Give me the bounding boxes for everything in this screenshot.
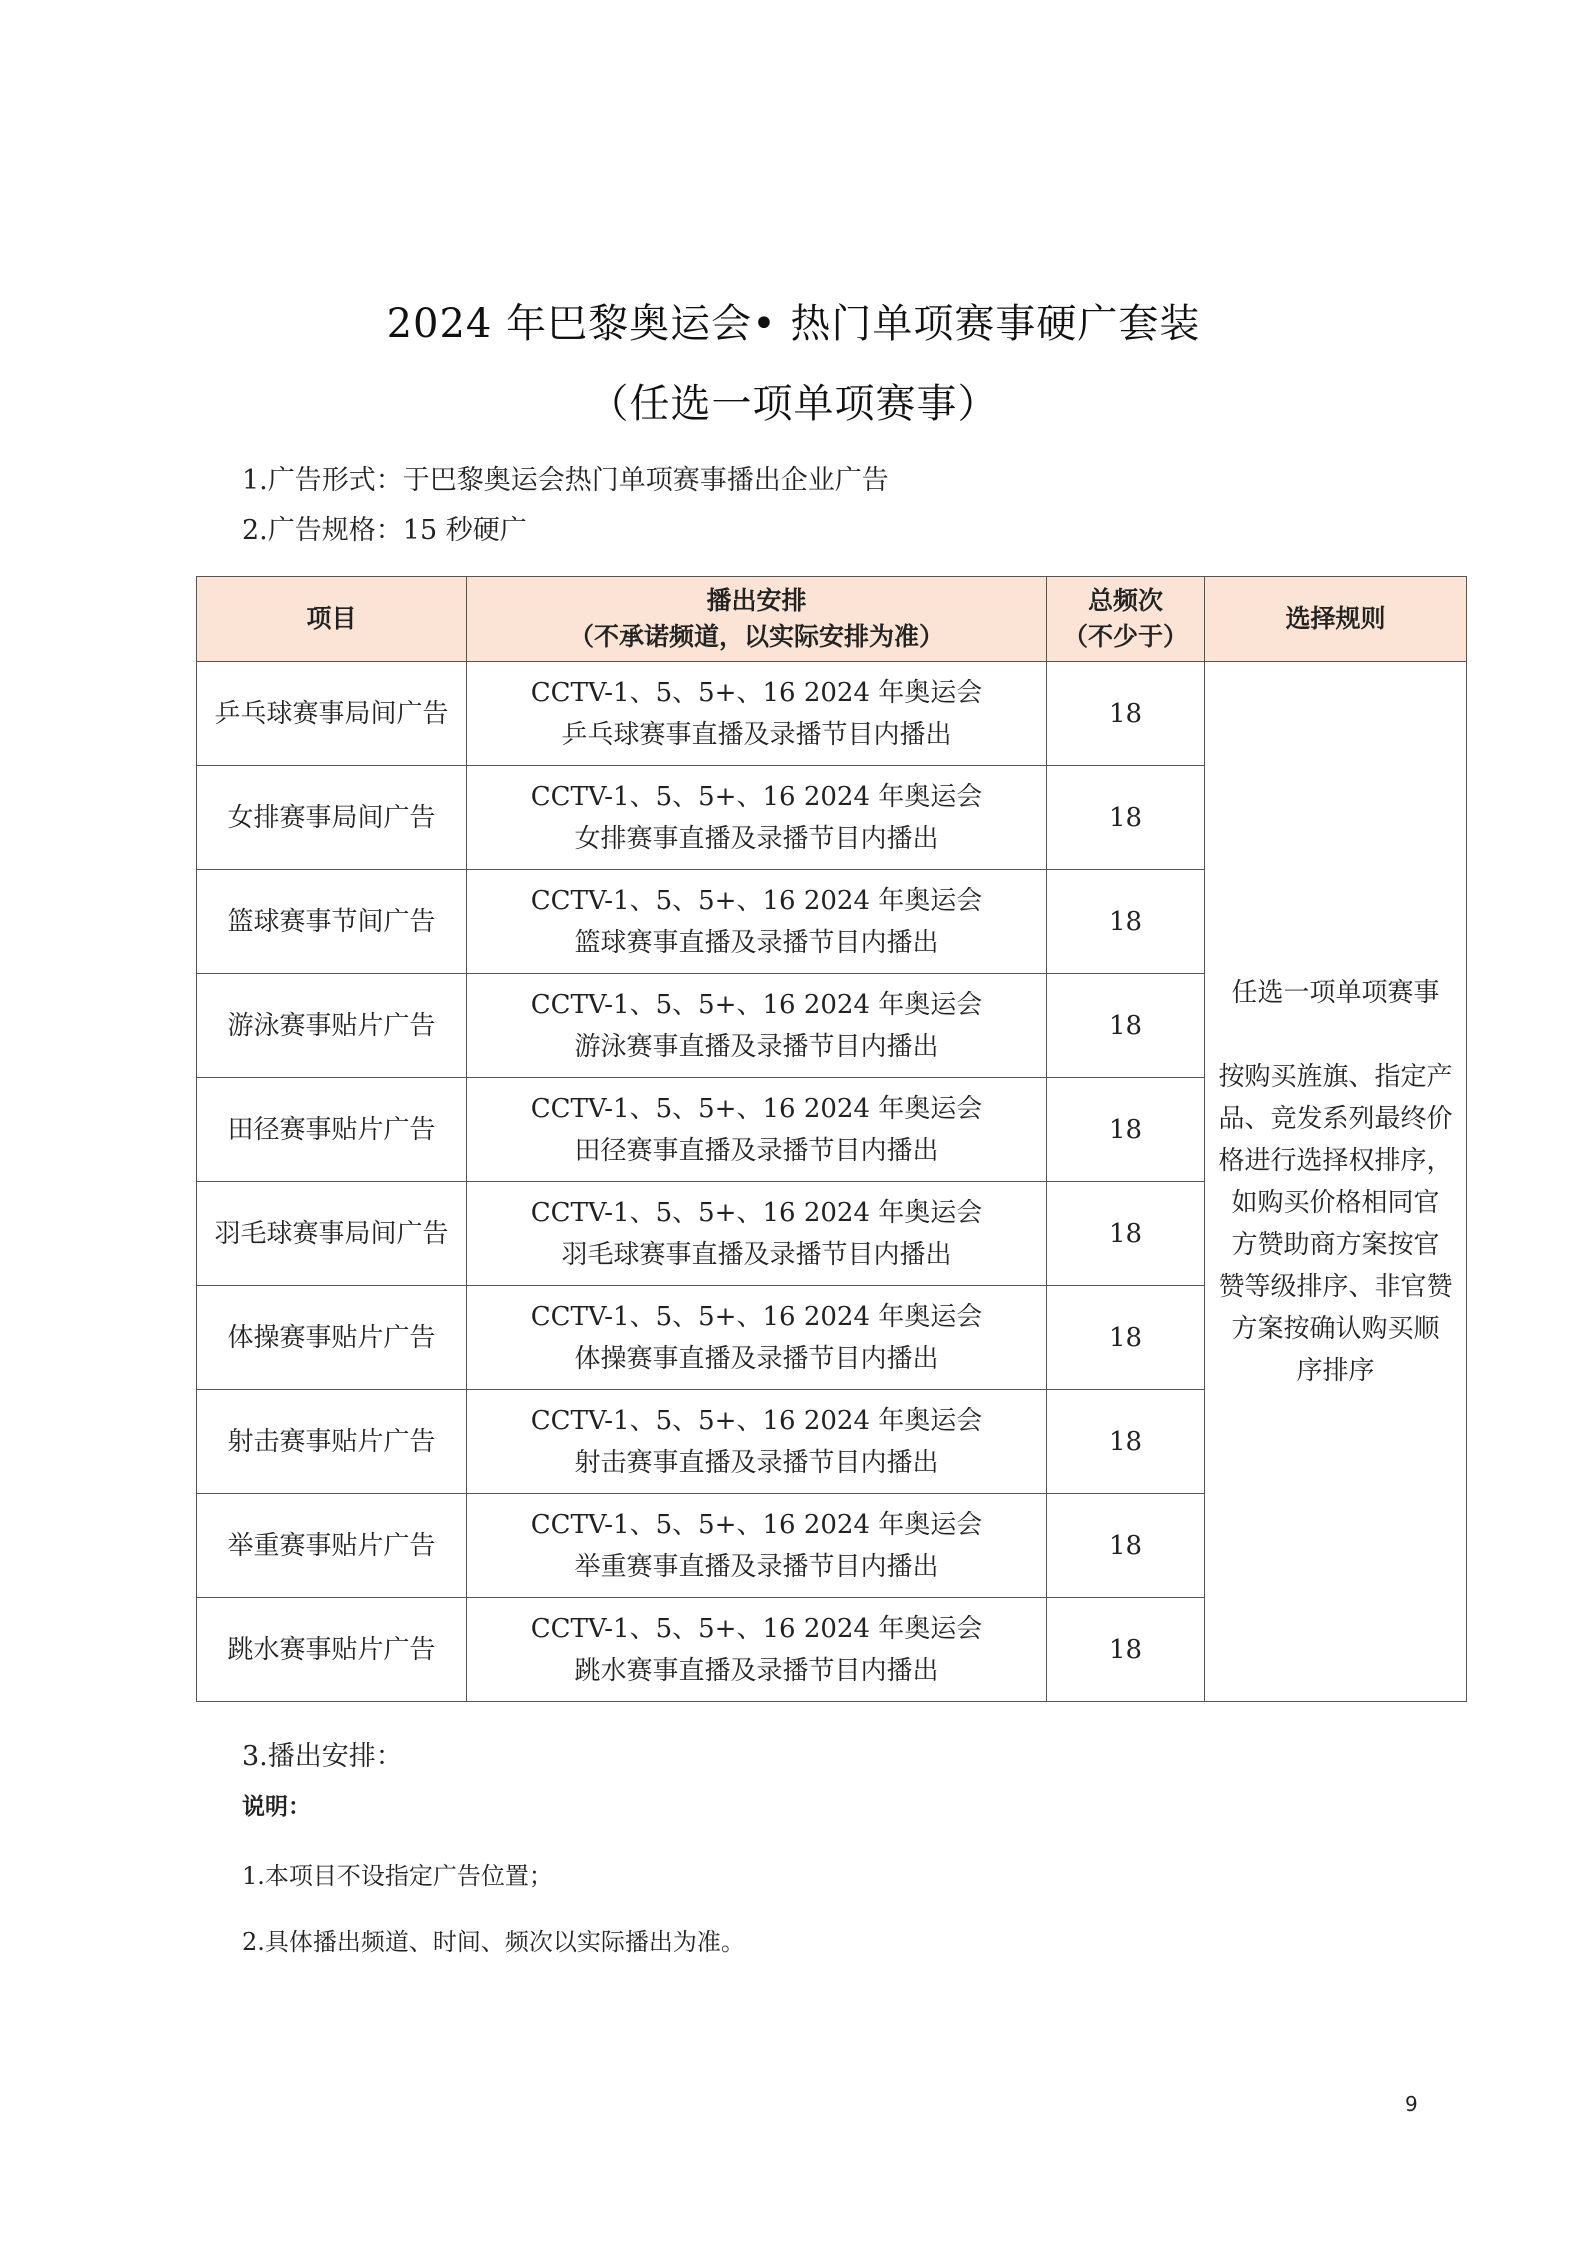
note-2: 2.具体播出频道、时间、频次以实际播出为准。	[242, 1928, 745, 1956]
cell-frequency: 18	[1047, 1598, 1205, 1702]
cell-frequency: 18	[1047, 1078, 1205, 1182]
rule-line-5: 如购买价格相同官	[1231, 1187, 1440, 1218]
note-1: 1.本项目不设指定广告位置；	[242, 1862, 553, 1890]
cell-schedule	[467, 870, 1047, 974]
cell-frequency: 18	[1047, 1390, 1205, 1494]
header-schedule-line1: 播出安排	[706, 586, 807, 615]
rule-line-4: 格进行选择权排序，	[1218, 1145, 1453, 1176]
cell-schedule	[467, 766, 1047, 870]
page-number: 9	[1405, 2092, 1418, 2116]
schedule-channels: CCTV-1、5、5+、16 2024 年奥运会	[530, 1093, 983, 1124]
cell-schedule	[467, 662, 1047, 766]
schedule-detail: 体操赛事直播及录播节目内播出	[574, 1343, 939, 1374]
cell-frequency: 18	[1047, 870, 1205, 974]
table-row	[197, 662, 1467, 766]
cell-project: 田径赛事贴片广告	[197, 1078, 467, 1182]
cell-schedule	[467, 974, 1047, 1078]
cell-frequency: 18	[1047, 1182, 1205, 1286]
cell-project: 乒乓球赛事局间广告	[197, 662, 467, 766]
cell-project: 篮球赛事节间广告	[197, 870, 467, 974]
cell-project: 体操赛事贴片广告	[197, 1286, 467, 1390]
header-frequency	[1047, 577, 1205, 662]
schedule-channels: CCTV-1、5、5+、16 2024 年奥运会	[530, 1509, 983, 1540]
schedule-channels: CCTV-1、5、5+、16 2024 年奥运会	[530, 781, 983, 812]
schedule-detail: 举重赛事直播及录播节目内播出	[574, 1551, 939, 1582]
cell-project: 羽毛球赛事局间广告	[197, 1182, 467, 1286]
rule-line-9: 序排序	[1296, 1355, 1375, 1386]
cell-schedule	[467, 1494, 1047, 1598]
notes-label: 说明：	[242, 1794, 311, 1820]
cell-project: 射击赛事贴片广告	[197, 1390, 467, 1494]
document-title: 2024 年巴黎奥运会• 热门单项赛事硬广套装	[386, 301, 1201, 347]
schedule-detail: 跳水赛事直播及录播节目内播出	[574, 1655, 939, 1686]
schedule-detail: 女排赛事直播及录播节目内播出	[574, 823, 939, 854]
schedule-detail: 游泳赛事直播及录播节目内播出	[574, 1031, 939, 1062]
cell-project: 跳水赛事贴片广告	[197, 1598, 467, 1702]
schedule-detail: 羽毛球赛事直播及录播节目内播出	[561, 1239, 952, 1270]
cell-frequency: 18	[1047, 766, 1205, 870]
schedule-channels: CCTV-1、5、5+、16 2024 年奥运会	[530, 989, 983, 1020]
rule-spacer	[1211, 1014, 1460, 1056]
cell-frequency: 18	[1047, 974, 1205, 1078]
schedule-channels: CCTV-1、5、5+、16 2024 年奥运会	[530, 1301, 983, 1332]
header-schedule	[467, 577, 1047, 662]
schedule-channels: CCTV-1、5、5+、16 2024 年奥运会	[530, 1613, 983, 1644]
cell-schedule	[467, 1390, 1047, 1494]
cell-frequency: 18	[1047, 662, 1205, 766]
schedule-channels: CCTV-1、5、5+、16 2024 年奥运会	[530, 1405, 983, 1436]
header-project: 项目	[197, 577, 467, 662]
cell-project: 举重赛事贴片广告	[197, 1494, 467, 1598]
rule-line-3: 品、竞发系列最终价	[1218, 1103, 1453, 1134]
schedule-detail: 射击赛事直播及录播节目内播出	[574, 1447, 939, 1478]
schedule-channels: CCTV-1、5、5+、16 2024 年奥运会	[530, 885, 983, 916]
header-schedule-line2: （不承诺频道，以实际安排为准）	[568, 622, 944, 651]
header-frequency-line2: （不少于）	[1062, 622, 1188, 651]
rule-line-7: 赞等级排序、非官赞	[1218, 1271, 1453, 1302]
cell-schedule	[467, 1598, 1047, 1702]
rule-line-8: 方案按确认购买顺	[1231, 1313, 1440, 1344]
schedule-detail: 田径赛事直播及录播节目内播出	[574, 1135, 939, 1166]
header-frequency-line1: 总频次	[1087, 586, 1163, 615]
document-subtitle: （任选一项单项赛事）	[588, 381, 999, 427]
cell-schedule	[467, 1078, 1047, 1182]
cell-frequency: 18	[1047, 1494, 1205, 1598]
ad-spec-paragraph: 2.广告规格：15 秒硬广	[242, 515, 527, 546]
schedule-detail: 乒乓球赛事直播及录播节目内播出	[561, 719, 952, 750]
table-header-row	[197, 577, 1467, 662]
ad-form-paragraph: 1.广告形式：于巴黎奥运会热门单项赛事播出企业广告	[242, 465, 889, 496]
schedule-detail: 篮球赛事直播及录播节目内播出	[574, 927, 939, 958]
header-rule: 选择规则	[1205, 577, 1467, 662]
cell-frequency: 18	[1047, 1286, 1205, 1390]
cell-project: 游泳赛事贴片广告	[197, 974, 467, 1078]
cell-project: 女排赛事局间广告	[197, 766, 467, 870]
schedule-channels: CCTV-1、5、5+、16 2024 年奥运会	[530, 677, 983, 708]
ad-package-table	[196, 576, 1467, 1702]
rule-line-2: 按购买旌旗、指定产	[1218, 1061, 1453, 1092]
rule-line-6: 方赞助商方案按官	[1231, 1229, 1440, 1260]
cell-schedule	[467, 1182, 1047, 1286]
broadcast-paragraph: 3.播出安排：	[242, 1741, 403, 1772]
rule-line-1: 任选一项单项赛事	[1231, 977, 1440, 1008]
schedule-channels: CCTV-1、5、5+、16 2024 年奥运会	[530, 1197, 983, 1228]
cell-selection-rule	[1205, 662, 1467, 1702]
cell-schedule	[467, 1286, 1047, 1390]
